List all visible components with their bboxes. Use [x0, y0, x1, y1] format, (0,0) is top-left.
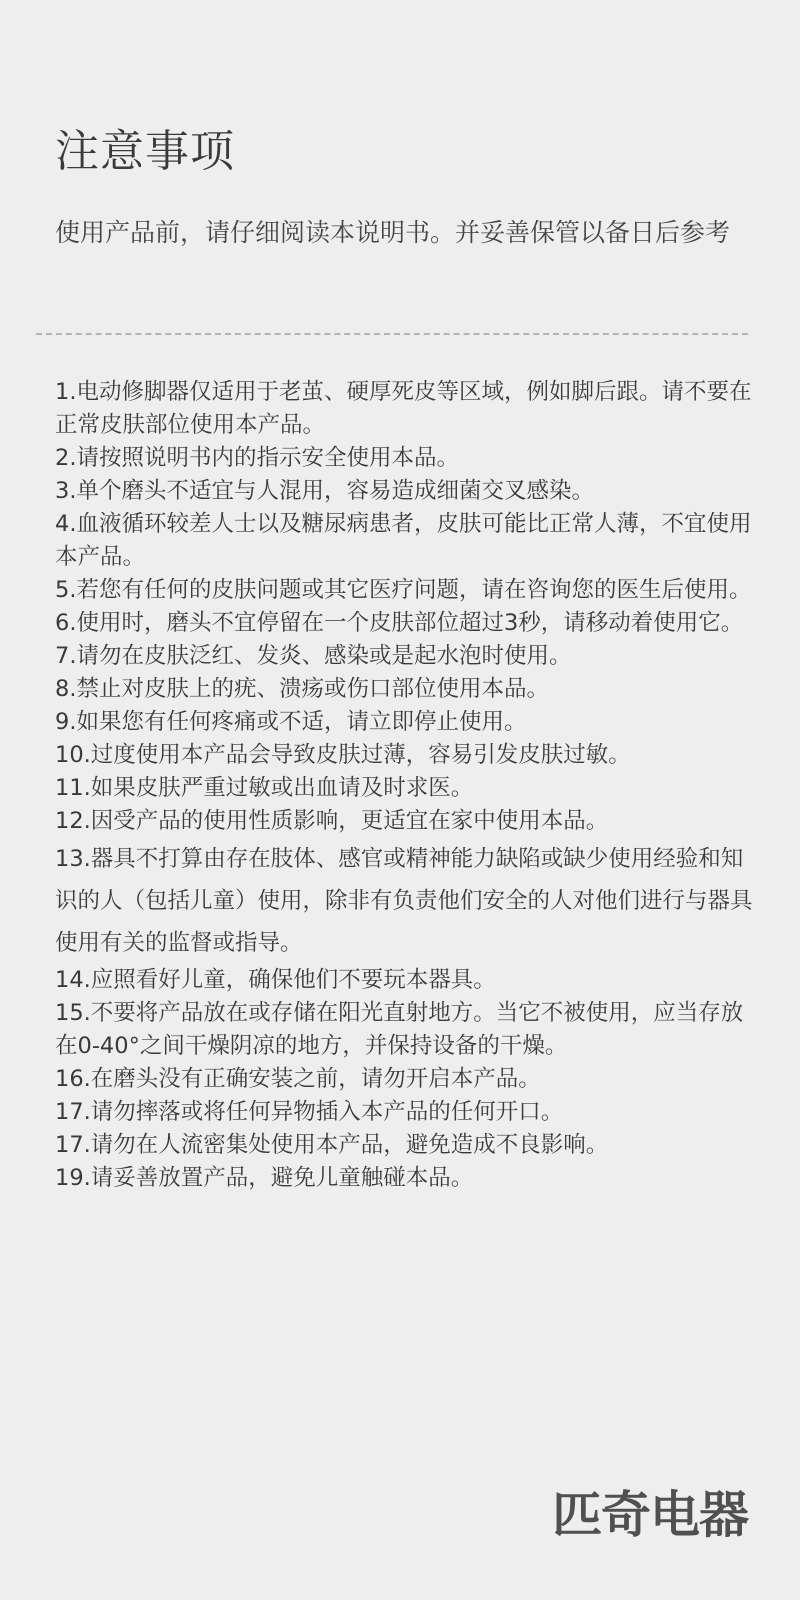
note-item-11: 11.如果皮肤严重过敏或出血请及时求医。 [55, 775, 474, 801]
note-item-5: 5.若您有任何的皮肤问题或其它医疗问题，请在咨询您的医生后使用。 [55, 577, 752, 603]
intro-text: 使用产品前，请仔细阅读本说明书。并妥善保管以备日后参考 [55, 218, 731, 247]
brand-logo: 匹奇电器 [552, 1486, 748, 1544]
note-item-3: 3.单个磨头不适宜与人混用，容易造成细菌交叉感染。 [55, 478, 594, 504]
note-item-4: 4.血液循环较差人士以及糖尿病患者，皮肤可能比正常人薄，不宜使用本产品。 [55, 511, 752, 570]
note-item-18: 17.请勿在人流密集处使用本产品，避免造成不良影响。 [55, 1132, 609, 1158]
note-item-14: 14.应照看好儿童，确保他们不要玩本器具。 [55, 967, 496, 993]
page-title: 注意事项 [55, 126, 235, 177]
note-item-9: 9.如果您有任何疼痛或不适，请立即停止使用。 [55, 709, 527, 735]
note-item-19: 19.请妥善放置产品，避免儿童触碰本品。 [55, 1165, 474, 1191]
note-item-16: 16.在磨头没有正确安装之前，请勿开启本产品。 [55, 1066, 541, 1092]
note-item-17: 17.请勿摔落或将任何异物插入本产品的任何开口。 [55, 1099, 564, 1125]
note-item-2: 2.请按照说明书内的指示安全使用本品。 [55, 445, 459, 471]
note-item-6: 6.使用时，磨头不宜停留在一个皮肤部位超过3秒，请移动着使用它。 [55, 610, 744, 636]
note-item-8: 8.禁止对皮肤上的疣、溃疡或伤口部位使用本品。 [55, 676, 549, 702]
notes-list [55, 376, 755, 1195]
note-item-13: 13.器具不打算由存在肢体、感官或精神能力缺陷或缺少使用经验和知识的人（包括儿童）使用，除非有负责他们安全的人对他们进行与器具使用有关的监督或指导。 [55, 846, 753, 956]
note-item-1: 1.电动修脚器仅适用于老茧、硬厚死皮等区域，例如脚后跟。请不要在正常皮肤部位使用本产品。 [55, 379, 752, 438]
note-item-7: 7.请勿在皮肤泛红、发炎、感染或是起水泡时使用。 [55, 643, 572, 669]
note-item-15: 15.不要将产品放在或存储在阳光直射地方。当它不被使用，应当存放在0-40°之间干燥阴凉的地方，并保持设备的干燥。 [55, 1000, 744, 1059]
note-item-10: 10.过度使用本产品会导致皮肤过薄，容易引发皮肤过敏。 [55, 742, 631, 768]
dashed-divider [36, 333, 748, 335]
note-item-12: 12.因受产品的使用性质影响，更适宜在家中使用本品。 [55, 808, 609, 834]
